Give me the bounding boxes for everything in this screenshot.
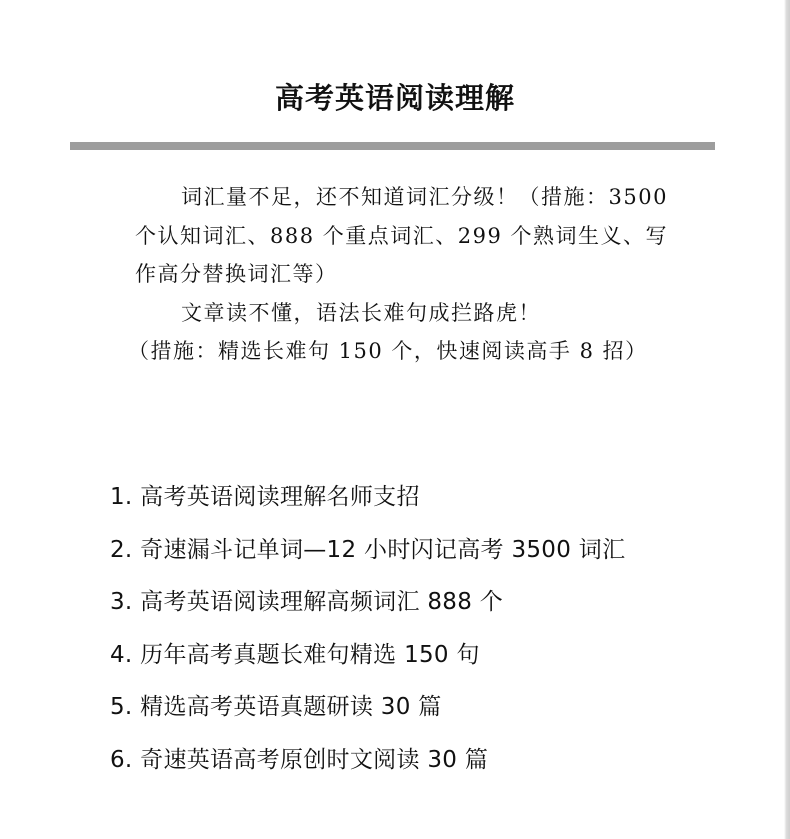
toc-item: 6. 奇速英语高考原创时文阅读 30 篇 xyxy=(110,746,489,773)
title-divider xyxy=(70,142,715,150)
toc-item: 2. 奇速漏斗记单词—12 小时闪记高考 3500 词汇 xyxy=(110,536,626,563)
intro-paragraph-grammar: 文章读不懂，语法长难句成拦路虎！ xyxy=(181,300,541,325)
table-of-contents xyxy=(110,476,625,791)
intro-paragraph-measures: （措施：精选长难句 150 个，快速阅读高手 8 招） xyxy=(128,339,648,363)
intro-paragraph-vocabulary: 词汇量不足，还不知道词汇分级！（措施：3500 个认知词汇、888 个重点词汇、299 个熟词生义、写作高分替换词汇等） xyxy=(135,185,669,286)
toc-item: 3. 高考英语阅读理解高频词汇 888 个 xyxy=(110,589,504,615)
toc-item: 5. 精选高考英语真题研读 30 篇 xyxy=(110,694,442,720)
page-edge xyxy=(784,0,790,839)
toc-item: 4. 历年高考真题长难句精选 150 句 xyxy=(110,641,480,668)
toc-item: 1. 高考英语阅读理解名师支招 xyxy=(110,484,420,510)
page-title: 高考英语阅读理解 xyxy=(274,81,515,115)
intro-text xyxy=(128,178,680,371)
